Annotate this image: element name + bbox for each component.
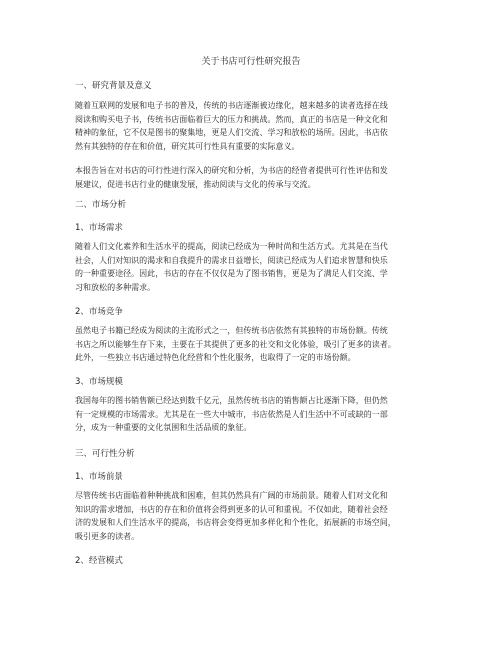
text-line: 尽管传统书店面临着种种挑战和困难，但其仍然具有广阔的市场前景。随着人们对文化和: [75, 491, 388, 500]
paragraph-background-1: [75, 99, 431, 153]
text-line: 此外，一些独立书店通过特色化经营和个性化服务，也取得了一定的市场份额。: [75, 353, 356, 362]
subheading-market-competition: 2、市场竞争: [75, 307, 123, 317]
paragraph-market-prospect: [75, 489, 431, 543]
text-line: 我国每年的图书销售额已经达到数千亿元，虽然传统书店的销售额占比逐渐下降，但仍然: [75, 396, 388, 405]
text-line: 随着互联网的发展和电子书的普及，传统的书店逐渐被边缘化，越来越多的读者选择在线: [75, 101, 388, 110]
section-heading-market: 二、市场分析: [75, 200, 127, 210]
text-line: 有一定规模的市场需求。尤其是在一些大中城市，书店依然是人们生活中不可或缺的一部: [75, 409, 388, 419]
text-line: 分，成为一种重要的文化氛围和生活品质的象征。: [75, 423, 252, 432]
text-line: 本报告旨在对书店的可行性进行深入的研究和分析，为书店的经营者提供可行性评估和发: [75, 166, 388, 175]
subheading-market-demand: 1、市场需求: [75, 223, 123, 233]
paragraph-market-scale: [75, 394, 431, 435]
text-line: 然有其独特的存在和价值，研究其可行性具有重要的实际意义。: [75, 141, 300, 151]
text-line: 习和放松的多种需求。: [75, 282, 156, 292]
text-line: 书店之所以能够生存下来，主要在于其提供了更多的社交和文化体验，吸引了更多的读者。: [75, 339, 396, 349]
text-line: 阅读和购买电子书，传统书店面临着巨大的压力和挑战。然而，真正的书店是一种文化和: [75, 114, 388, 124]
section-heading-feasibility: 三、可行性分析: [75, 449, 135, 459]
subheading-business-model: 2、经营模式: [75, 556, 123, 566]
subheading-market-prospect: 1、市场前景: [75, 472, 123, 482]
text-line: 济的发展和人们生活水平的提高，书店将会变得更加多样化和个性化，拓展新的市场空间，: [75, 518, 396, 527]
subheading-market-scale: 3、市场规模: [75, 377, 123, 387]
text-line: 精神的象征，它不仅是图书的聚集地，更是人们交流、学习和放松的场所。因此，书店依: [75, 128, 388, 137]
paragraph-market-demand: [75, 240, 431, 294]
text-line: 展建议，促进书店行业的健康发展，推动阅读与文化的传承与交流。: [75, 179, 316, 189]
page-title: 关于书店可行性研究报告: [201, 57, 301, 67]
section-heading-background: 一、研究背景及意义: [75, 81, 152, 91]
text-line: 随着人们文化素养和生活水平的提高，阅读已经成为一种时尚和生活方式。尤其是在当代: [75, 242, 388, 251]
paragraph-market-competition: [75, 324, 431, 365]
text-line: 社会，人们对知识的渴求和自我提升的需求日益增长，阅读已经成为人们追求智慧和快乐: [75, 255, 388, 265]
text-line: 虽然电子书籍已经成为阅读的主流形式之一，但传统书店依然有其独特的市场份额。传统: [75, 326, 388, 335]
paragraph-background-2: [75, 164, 431, 191]
text-line: 吸引更多的读者。: [75, 531, 140, 541]
text-line: 知识的需求增加，书店的存在和价值将会得到更多的认可和重视。不仅如此，随着社会经: [75, 504, 388, 514]
text-line: 的一种重要途径。因此，书店的存在不仅仅是为了图书销售，更是为了满足人们交流、学: [75, 269, 388, 278]
